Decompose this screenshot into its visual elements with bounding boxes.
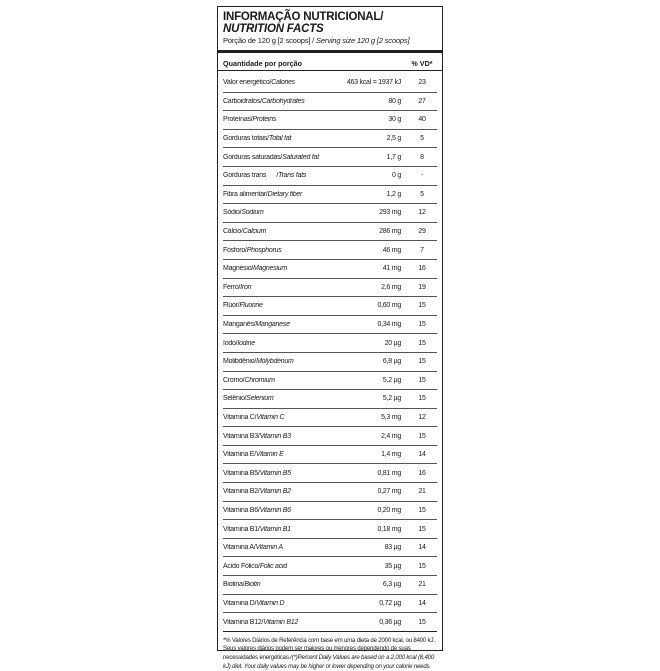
footnote-en: (*)Percent Daily Values are based on a 2,000 kcal (8,400 kJ) diet. Your daily values may be higher or lower depending on your calorie needs. [223, 654, 435, 670]
nutrient-amount: 1,7 g [386, 153, 401, 161]
nutrient-daily-value: 14 [418, 451, 426, 459]
nutrient-amount: 20 µg [384, 339, 401, 347]
nutrient-name [223, 172, 321, 179]
nutrient-row [223, 316, 437, 335]
nutrient-name [223, 395, 321, 402]
nutrient-name-pt: Sódio/ [223, 209, 242, 217]
nutrient-name [223, 600, 321, 607]
nutrient-row [223, 539, 437, 558]
nutrient-row [223, 204, 437, 223]
nutrient-daily-value: 40 [418, 116, 426, 124]
nutrient-amount: 463 kcal = 1937 kJ [346, 79, 401, 87]
nutrient-name-en: Magnesium [253, 265, 287, 273]
nutrient-row [223, 223, 437, 242]
nutrient-name-pt: Flúor/ [223, 302, 240, 310]
nutrient-name-en: Vitamin B5 [259, 469, 291, 477]
nutrient-amount: 30 g [388, 116, 401, 124]
nutrient-name-en: Sodium [241, 209, 264, 217]
nutrient-daily-value: 19 [418, 283, 426, 291]
nutrient-row [223, 111, 437, 130]
nutrient-name [223, 488, 321, 495]
nutrient-daily-value: 16 [418, 265, 426, 273]
nutrient-daily-value: 15 [418, 376, 426, 384]
nutrient-amount: 46 mg [382, 246, 401, 254]
nutrient-name-en: Chromium [244, 376, 275, 384]
nutrient-name-en: Saturated fat [282, 153, 319, 161]
nutrient-amount: 2,6 mg [381, 283, 401, 291]
nutrient-amount: 0,60 mg [377, 302, 401, 310]
nutrient-rows [223, 74, 437, 632]
serving-size [223, 36, 437, 46]
nutrient-daily-value: 12 [418, 413, 426, 421]
nutrient-name-en: Vitamin B12 [263, 618, 299, 626]
nutrient-name-en: Iodine [237, 339, 255, 347]
nutrient-amount: 5,2 µg [382, 395, 401, 403]
nutrient-name-en: Vitamin B6 [259, 506, 291, 514]
nutrient-name-pt: Gorduras trans / [223, 172, 279, 180]
nutrient-daily-value: 14 [418, 599, 426, 607]
nutrient-name [223, 209, 321, 216]
nutrient-name-pt: Cálcio/ [223, 228, 243, 236]
nutrient-name-pt: Ferro/ [223, 283, 241, 291]
nutrient-name [223, 247, 321, 254]
nutrient-name-en: Biotin [244, 581, 261, 589]
nutrient-name-en: Vitamin B2 [259, 488, 291, 496]
nutrient-name-pt: Vitamina D/ [223, 599, 257, 607]
nutrient-amount: 0,20 mg [377, 506, 401, 514]
nutrient-name [223, 619, 321, 626]
nutrient-daily-value: 15 [418, 395, 426, 403]
nutrient-name [223, 451, 321, 458]
nutrient-name-en: Calories [271, 79, 295, 87]
nutrient-amount: 5,2 µg [382, 376, 401, 384]
nutrient-daily-value: 8 [420, 153, 424, 161]
nutrient-amount: 0,36 µg [379, 618, 401, 626]
nutrient-name [223, 581, 321, 588]
nutrient-daily-value: 16 [418, 469, 426, 477]
nutrient-name [223, 526, 321, 533]
nutrient-name-pt: Ácido Fólico/ [223, 562, 260, 570]
nutrient-name-pt: Vitamina B5/ [223, 469, 260, 477]
nutrient-name [223, 116, 321, 123]
nutrient-name-en: Trans fats [278, 172, 307, 180]
nutrient-name [223, 98, 321, 105]
nutrient-amount: 286 mg [379, 228, 401, 236]
nutrient-amount: 5,3 mg [381, 413, 401, 421]
nutrient-name [223, 358, 321, 365]
nutrient-name-en: Calcium [242, 228, 267, 236]
nutrition-label [217, 6, 443, 670]
footnote-pt: *% Valores Diários de Referência com base em uma dieta de 2000 kcal, ou 8400 kJ. Seus valores diários podem ser maiores ou menores dependendo de suas necessidades energéticas./ [223, 636, 435, 661]
nutrient-row [223, 576, 437, 595]
nutrient-amount: 1,4 mg [381, 451, 401, 459]
nutrient-row [223, 334, 437, 353]
nutrient-row [223, 483, 437, 502]
nutrient-name-pt: Vitamina B1/ [223, 525, 260, 533]
nutrient-name-pt: Carboidratos/ [223, 97, 262, 105]
nutrient-name [223, 433, 321, 440]
nutrient-name-en: Vitamin D [256, 599, 285, 607]
thick-divider [218, 50, 442, 53]
nutrient-name-en: Molybdenum [256, 358, 294, 366]
nutrient-daily-value: 15 [418, 506, 426, 514]
nutrient-name-pt: Iodo/ [223, 339, 238, 347]
nutrient-row [223, 595, 437, 614]
nutrient-daily-value: 21 [418, 581, 426, 589]
nutrient-name-en: Proteins [252, 116, 277, 124]
label-title-pt: INFORMAÇÃO NUTRICIONAL/ [223, 11, 384, 23]
nutrient-daily-value: 15 [418, 321, 426, 329]
nutrient-amount: 35 µg [384, 562, 401, 570]
nutrient-row [223, 557, 437, 576]
nutrient-name-en: Vitamin B1 [259, 525, 291, 533]
nutrient-name [223, 544, 321, 551]
nutrient-amount: 0 g [392, 172, 401, 180]
nutrient-name-pt: Vitamina B3/ [223, 432, 260, 440]
label-title-en: NUTRITION FACTS [223, 23, 324, 35]
nutrient-name [223, 302, 321, 309]
nutrient-daily-value: 21 [418, 488, 426, 496]
nutrient-name [223, 563, 321, 570]
nutrient-row [223, 427, 437, 446]
nutrient-name-en: Iron [240, 283, 252, 291]
nutrient-row [223, 520, 437, 539]
nutrient-amount: 6,3 µg [382, 581, 401, 589]
nutrient-daily-value: 23 [418, 79, 426, 87]
nutrient-name [223, 470, 321, 477]
nutrient-name-pt: Vitamina B6/ [223, 506, 260, 514]
nutrient-daily-value: 15 [418, 358, 426, 366]
nutrient-name [223, 154, 321, 161]
nutrient-name-en: Selenium [246, 395, 274, 403]
nutrient-name-pt: Valor energético/ [223, 79, 272, 87]
nutrient-daily-value: 14 [418, 544, 426, 552]
nutrient-row [223, 167, 437, 186]
nutrient-amount: 0,81 mg [377, 469, 401, 477]
column-header-vd: % VD* [411, 58, 433, 68]
nutrient-amount: 0,72 µg [379, 599, 401, 607]
nutrient-row [223, 74, 437, 93]
nutrient-amount: 80 g [388, 97, 401, 105]
nutrient-daily-value: 15 [418, 339, 426, 347]
nutrient-name-pt: Vitamina B12/ [223, 618, 264, 626]
nutrient-name-en: Total fat [268, 135, 292, 143]
nutrient-daily-value: 15 [418, 525, 426, 533]
nutrient-name [223, 321, 321, 328]
nutrient-row [223, 297, 437, 316]
nutrient-amount: 293 mg [379, 209, 401, 217]
nutrient-name-pt: Vitamina A/ [223, 544, 256, 552]
nutrient-name-pt: Cromo/ [223, 376, 245, 384]
nutrient-name-pt: Fósforo/ [223, 246, 247, 254]
header-divider [218, 70, 442, 71]
nutrient-daily-value: 15 [418, 302, 426, 310]
nutrient-name [223, 414, 321, 421]
nutrient-row [223, 390, 437, 409]
nutrient-row [223, 148, 437, 167]
table-header [223, 56, 437, 70]
nutrient-row [223, 93, 437, 112]
nutrient-amount: 6,8 µg [382, 358, 401, 366]
nutrient-name-en: Manganese [255, 321, 290, 329]
nutrient-name-pt: Vitamina E/ [223, 451, 256, 459]
nutrient-name-en: Vitamin B3 [259, 432, 291, 440]
nutrient-daily-value: 29 [418, 228, 426, 236]
nutrient-row [223, 241, 437, 260]
nutrient-name [223, 377, 321, 384]
nutrient-row [223, 353, 437, 372]
nutrient-row [223, 502, 437, 521]
nutrient-name-en: Phosphorus [246, 246, 282, 254]
nutrient-name-en: Fluorine [239, 302, 263, 310]
nutrient-row [223, 260, 437, 279]
nutrient-amount: 0,27 mg [377, 488, 401, 496]
nutrient-name-pt: Gorduras totais/ [223, 135, 269, 143]
nutrient-amount: 2,4 mg [381, 432, 401, 440]
nutrient-name-pt: Magnésio/ [223, 265, 254, 273]
serving-size-en: Serving size 120 g [2 scoops] [316, 36, 410, 45]
nutrient-name-pt: Vitamina C/ [223, 413, 257, 421]
nutrient-row [223, 372, 437, 391]
nutrient-row [223, 186, 437, 205]
nutrient-amount: 0,18 mg [377, 525, 401, 533]
nutrient-row [223, 409, 437, 428]
nutrient-name-pt: Proteínas/ [223, 116, 253, 124]
nutrient-row [223, 130, 437, 149]
nutrient-name-pt: Manganês/ [223, 321, 256, 329]
footnote [223, 637, 437, 671]
nutrient-row [223, 613, 437, 632]
nutrient-amount: 1,2 g [386, 190, 401, 198]
nutrient-name [223, 228, 321, 235]
nutrient-daily-value: 15 [418, 618, 426, 626]
nutrient-daily-value: 15 [418, 562, 426, 570]
nutrient-amount: 83 µg [384, 544, 401, 552]
nutrient-amount: 0,34 mg [377, 321, 401, 329]
nutrient-name-pt: Gorduras saturadas/ [223, 153, 283, 161]
nutrient-name [223, 135, 321, 142]
nutrient-name [223, 340, 321, 347]
nutrient-daily-value: 15 [418, 432, 426, 440]
nutrient-name-pt: Vitamina B2/ [223, 488, 260, 496]
column-header-name: Quantidade por porção [223, 58, 303, 68]
nutrient-daily-value: 5 [420, 190, 424, 198]
nutrient-name-en: Vitamin E [255, 451, 284, 459]
serving-size-pt: Porção de 120 g [2 scoops] / [223, 36, 315, 45]
nutrient-name-en: Vitamin A [255, 544, 283, 552]
nutrient-name [223, 284, 321, 291]
nutrient-row [223, 279, 437, 298]
nutrient-name-en: Carbohydrates [261, 97, 305, 105]
nutrient-amount: 2,5 g [386, 135, 401, 143]
nutrient-row [223, 446, 437, 465]
nutrient-daily-value: 12 [418, 209, 426, 217]
nutrient-daily-value: 5 [420, 135, 424, 143]
nutrient-daily-value: 27 [418, 97, 426, 105]
nutrient-name-pt: Fibra alimentar/ [223, 190, 268, 198]
nutrient-name-pt: Molibdênio/ [223, 358, 257, 366]
nutrient-name-pt: Selênio/ [223, 395, 247, 403]
nutrient-daily-value: 7 [420, 246, 424, 254]
nutrient-name [223, 191, 321, 198]
nutrient-daily-value: - [420, 172, 424, 180]
nutrient-name-en: Folic acid [259, 562, 287, 570]
nutrient-name [223, 507, 321, 514]
nutrient-amount: 41 mg [382, 265, 401, 273]
nutrient-name-pt: Biotina/ [223, 581, 245, 589]
nutrient-name-en: Vitamin C [256, 413, 285, 421]
nutrient-name-en: Dietary fiber [267, 190, 303, 198]
nutrient-name [223, 79, 321, 86]
nutrient-name [223, 265, 321, 272]
nutrient-row [223, 464, 437, 483]
